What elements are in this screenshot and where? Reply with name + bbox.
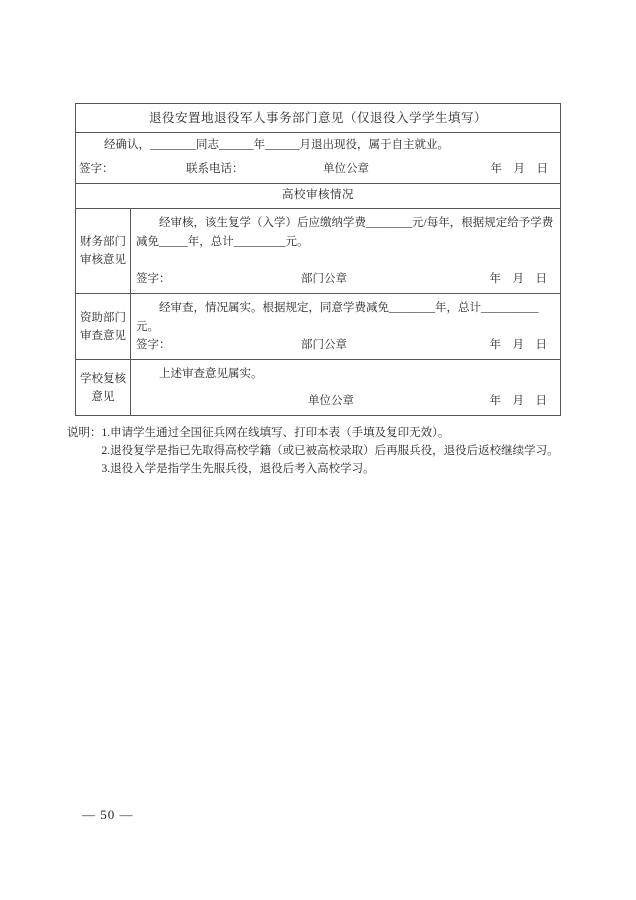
sign-label: 签字： — [79, 163, 114, 175]
unit-seal-label: 单位公章 — [308, 395, 354, 407]
aid-label-cell — [76, 294, 131, 359]
aid-signature-line — [136, 338, 547, 353]
college-review-header: 高校审核情况 — [282, 189, 354, 201]
finance-label-cell — [76, 209, 131, 293]
school-content-cell — [131, 360, 560, 415]
form-table — [75, 103, 561, 416]
school-label: 学校复核意见 — [80, 372, 126, 403]
dept-signature-line — [79, 162, 548, 177]
notes-label: 说明： — [67, 427, 102, 439]
sign-label: 签字： — [136, 339, 171, 351]
school-label-cell — [76, 360, 131, 415]
aid-content-cell — [131, 294, 560, 359]
date-label: 年 月 日 — [489, 339, 547, 351]
notes-section — [67, 424, 579, 478]
table-title-row — [76, 104, 560, 132]
date-label: 年 月 日 — [489, 273, 547, 285]
school-section-row — [76, 359, 560, 415]
notes-items — [102, 424, 580, 478]
finance-signature-line — [136, 272, 547, 287]
aid-opinion-text: 经审查，情况属实。根据规定，同意学费减免________年，总计__________元。 — [136, 302, 539, 333]
table-title: 退役安置地退役军人事务部门意见（仅退役入学学生填写） — [148, 111, 487, 125]
note-item-2: 2.退役复学是指已先取得高校学籍（或已被高校录取）后再服兵役，退役后返校继续学习。 — [101, 445, 559, 457]
finance-content-cell — [131, 209, 560, 293]
finance-label: 财务部门审核意见 — [80, 236, 126, 266]
date-label: 年 月 日 — [490, 163, 548, 175]
date-label: 年 月 日 — [489, 395, 547, 407]
school-signature-line — [136, 394, 547, 409]
page-number: — 50 — — [82, 807, 134, 822]
aid-section-row — [76, 293, 560, 359]
aid-label: 资助部门审查意见 — [80, 311, 126, 342]
note-item-1: 1.申请学生通过全国征兵网在线填写、打印本表（手填及复印无效）。 — [101, 427, 450, 439]
note-item-3: 3.退役入学是指学生先服兵役，退役后考入高校学习。 — [101, 463, 375, 475]
dept-opinion-text: 经确认，________同志______年______月退出现役，属于自主就业。 — [104, 139, 449, 151]
finance-section-row — [76, 208, 560, 293]
unit-seal-label: 单位公章 — [323, 163, 369, 175]
finance-opinion-text: 经审核，该生复学（入学）后应缴纳学费________元/每年，根据规定给予学费减免_____年，总计_________元。 — [136, 217, 554, 248]
dept-seal-label: 部门公章 — [301, 339, 347, 351]
dept-seal-label: 部门公章 — [301, 273, 347, 285]
sign-label: 签字： — [136, 273, 171, 285]
phone-label: 联系电话： — [186, 163, 244, 175]
school-opinion-text: 上述审查意见属实。 — [159, 368, 263, 380]
college-review-header-row — [76, 183, 560, 208]
dept-opinion-row — [76, 132, 560, 183]
